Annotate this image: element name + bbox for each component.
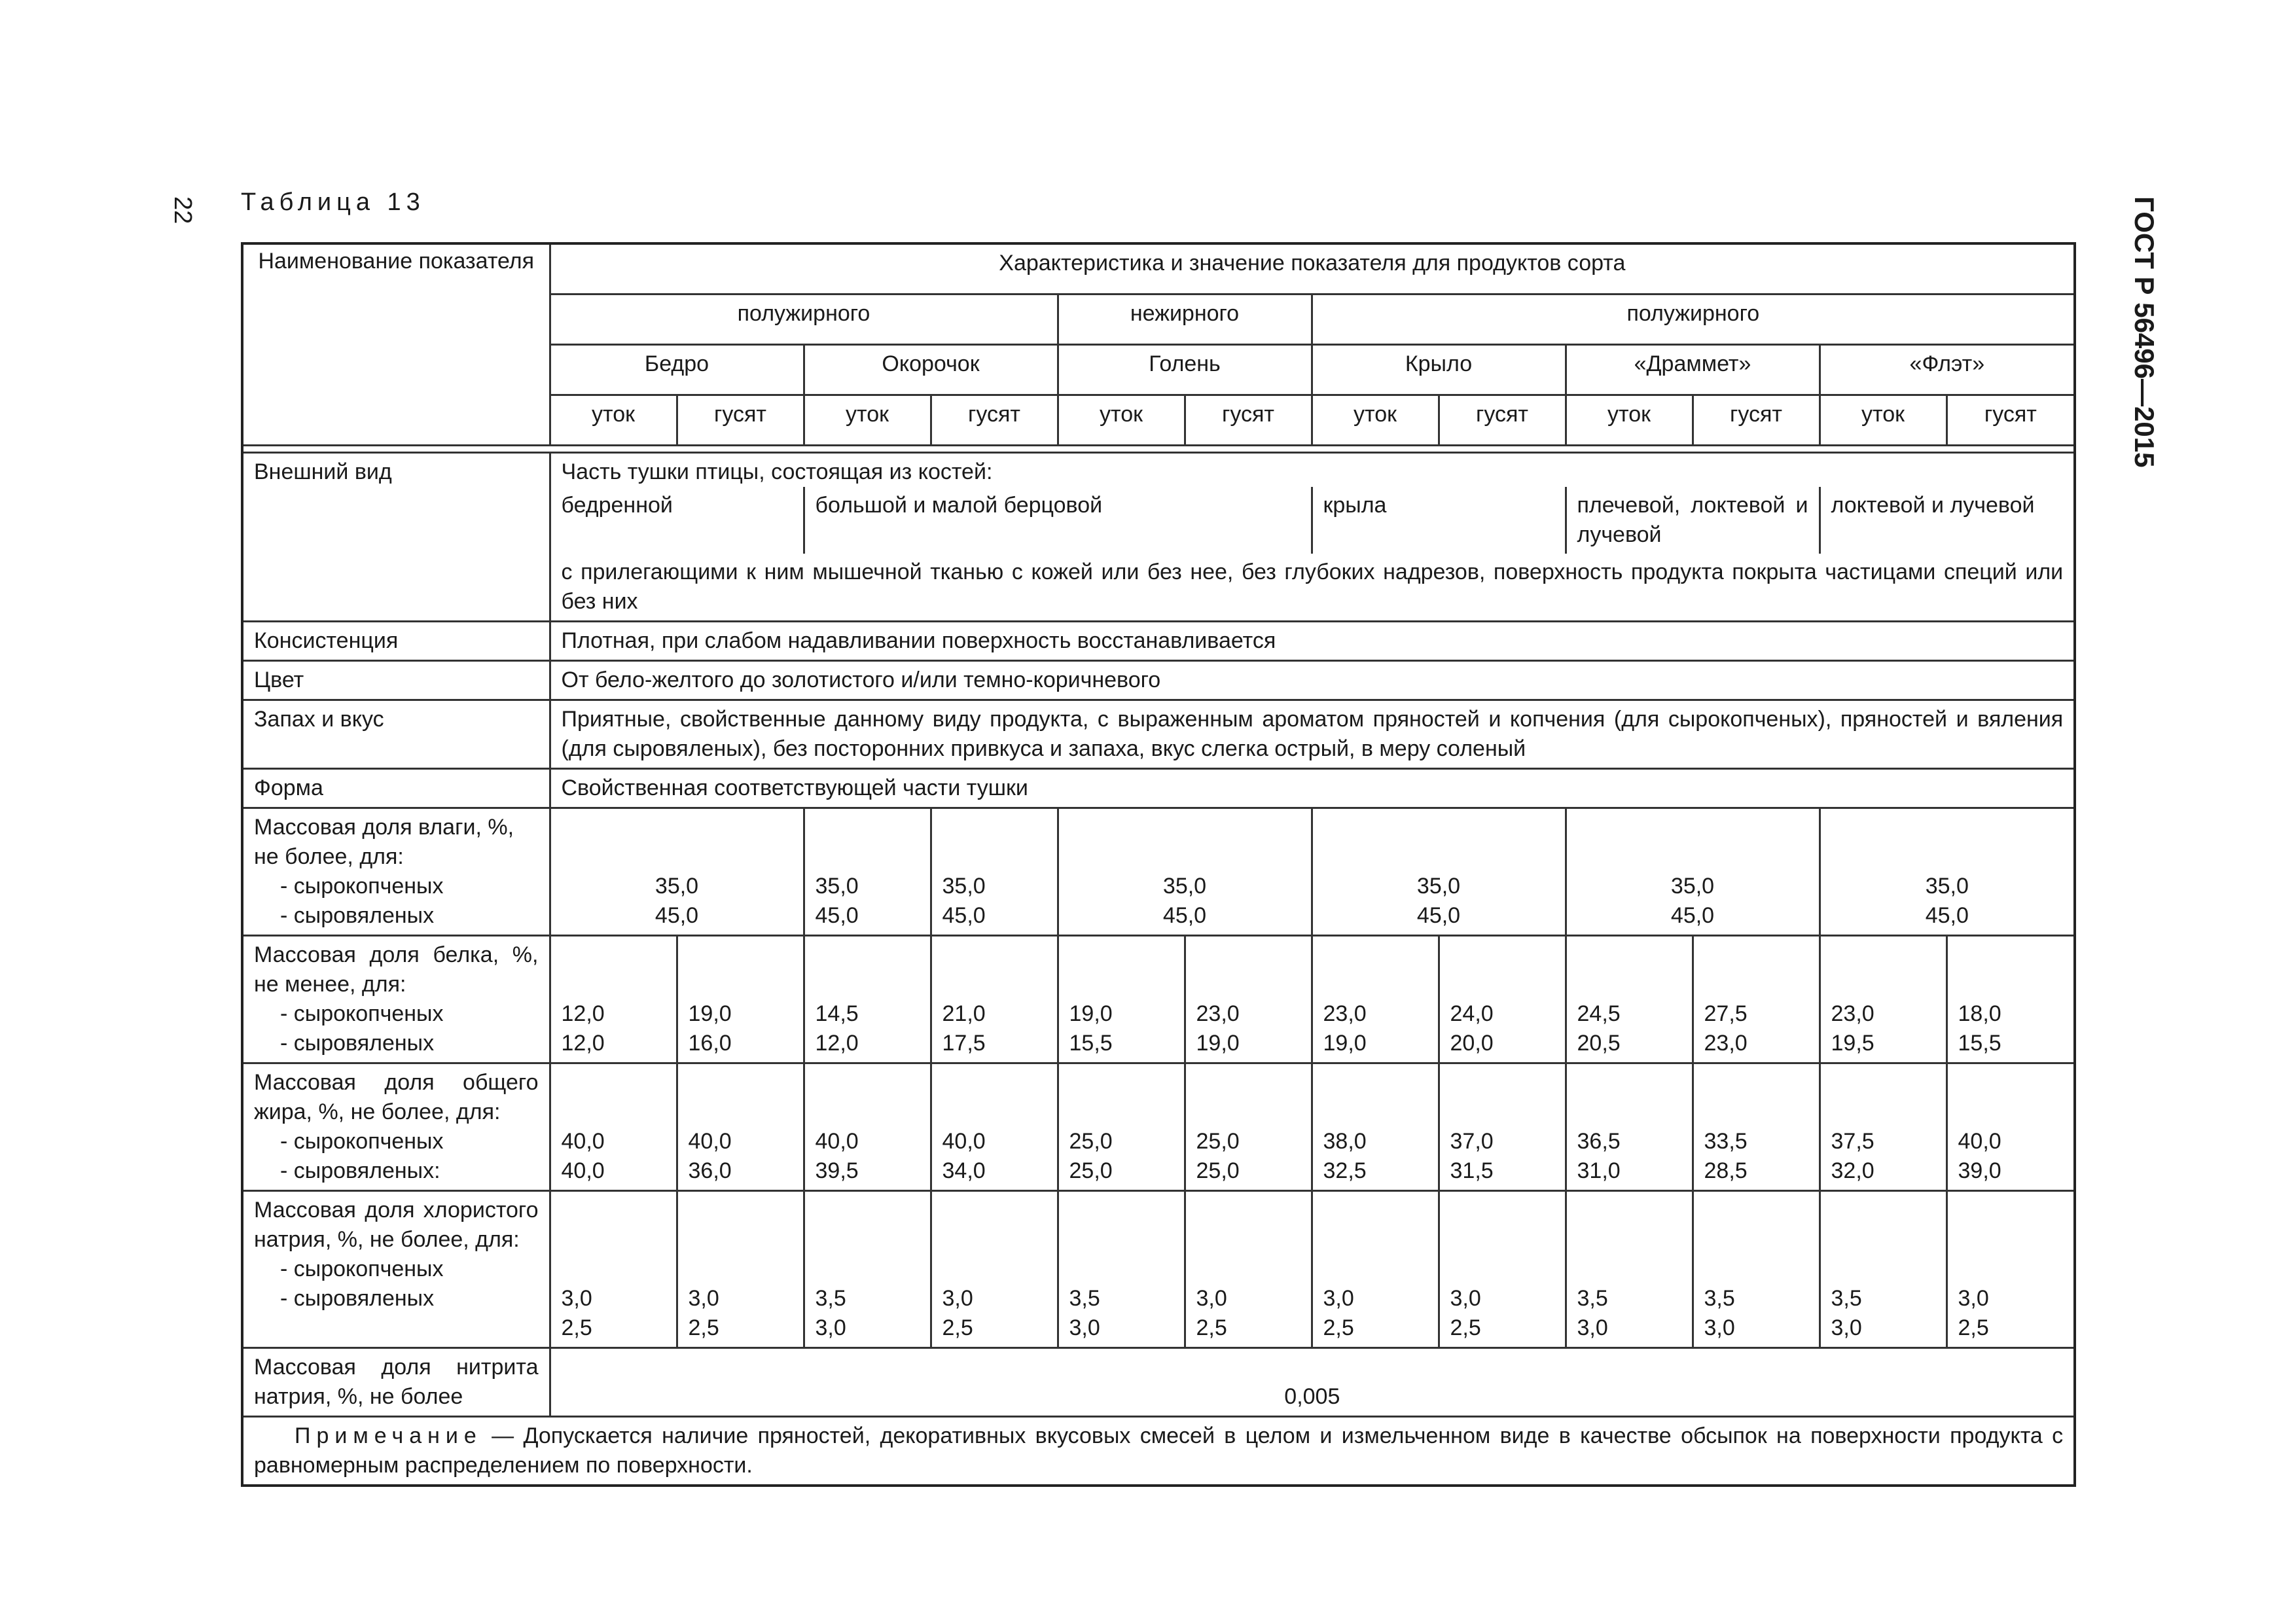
salt-cell: 3,5 3,0: [1693, 1191, 1820, 1348]
salt-cell: 3,5 3,0: [1058, 1191, 1185, 1348]
note-text: — Допускается наличие пряностей, декоративных вкусовых смесей в целом и измельченном виде в качестве обсыпок на поверхности продукта с равномерным распределением по поверхности.: [254, 1423, 2064, 1478]
row-name-smell: Запах и вкус: [242, 700, 550, 769]
header-product: Окорочок: [804, 345, 1058, 395]
page-number: 22: [169, 196, 196, 224]
protein-cell: 27,5 23,0: [1693, 936, 1820, 1063]
smell-value: Приятные, свойственные данному виду продукта, с выраженным ароматом пряностей и копчения (для сырокопченых), пряностей и вяления (для сыровяленых), без посторонних привкуса и запаха, вкус слегка острый, в меру соленый: [550, 700, 2075, 769]
moisture-cell: 35,0 45,0: [1058, 808, 1312, 936]
fat-cell: 37,0 31,5: [1439, 1063, 1566, 1191]
header-product: «Драммет»: [1566, 345, 1820, 395]
appearance-bone: большой и малой берцовой: [804, 487, 1312, 554]
appearance-intro: Часть тушки птицы, состоящая из костей:: [550, 453, 2075, 488]
row-name-fat: [242, 1063, 550, 1191]
salt-cell: 3,5 3,0: [804, 1191, 931, 1348]
moisture-cell: 35,0 45,0: [931, 808, 1058, 936]
fat-cell: 40,0 39,5: [804, 1063, 931, 1191]
table-note: [242, 1417, 2075, 1486]
fat-cell: 37,5 32,0: [1820, 1063, 1946, 1191]
header-sub-goose: гусят: [1439, 395, 1566, 446]
fat-sub1: - сырокопченых: [280, 1129, 444, 1154]
header-sub-duck: уток: [550, 395, 677, 446]
header-grade-2: нежирного: [1058, 294, 1312, 345]
protein-cell: 19,0 16,0: [677, 936, 804, 1063]
salt-cell: 3,0 2,5: [1946, 1191, 2075, 1348]
moisture-cell: 35,0 45,0: [1566, 808, 1820, 936]
row-name-consistency: Консистенция: [242, 622, 550, 661]
row-name-form: Форма: [242, 769, 550, 808]
table-caption: Таблица 13: [241, 188, 425, 216]
fat-sub2: - сыровяленых:: [280, 1158, 440, 1183]
table-row: [242, 661, 2075, 700]
protein-cell: 21,0 17,5: [931, 936, 1058, 1063]
fat-cell: 40,0 36,0: [677, 1063, 804, 1191]
table-row: [242, 622, 2075, 661]
row-name-color: Цвет: [242, 661, 550, 700]
protein-cell: 14,5 12,0: [804, 936, 931, 1063]
header-sub-duck: уток: [1566, 395, 1693, 446]
header-characteristic: Характеристика и значение показателя для продуктов сорта: [550, 243, 2075, 294]
row-name-salt: [242, 1191, 550, 1348]
table-row: [242, 700, 2075, 769]
header-grade-1: полужирного: [550, 294, 1058, 345]
row-name-moisture: [242, 808, 550, 936]
moisture-cell: 35,0 45,0: [1312, 808, 1566, 936]
row-name-nitrite: Массовая доля нитрита натрия, %, не более: [242, 1348, 550, 1417]
header-sub-goose: гусят: [1693, 395, 1820, 446]
protein-cell: 19,0 15,5: [1058, 936, 1185, 1063]
header-sub-duck: уток: [804, 395, 931, 446]
header-sub-duck: уток: [1312, 395, 1439, 446]
protein-cell: 23,0 19,0: [1312, 936, 1439, 1063]
header-product: Крыло: [1312, 345, 1566, 395]
fat-title: Массовая доля общего жира, %, не более, для:: [254, 1070, 539, 1124]
appearance-outro: с прилегающими к ним мышечной тканью с кожей или без нее, без глубоких надрезов, поверхность продукта покрыта частицами специй или без них: [550, 554, 2075, 622]
table-row: [242, 1191, 2075, 1348]
protein-cell: 24,5 20,5: [1566, 936, 1693, 1063]
protein-cell: 23,0 19,5: [1820, 936, 1946, 1063]
table-row: [242, 453, 2075, 488]
protein-sub1: - сырокопченых: [280, 1001, 444, 1026]
appearance-bone: локтевой и лучевой: [1820, 487, 2075, 554]
moisture-title: Массовая доля влаги, %, не более, для:: [254, 815, 514, 869]
fat-cell: 40,0 40,0: [550, 1063, 677, 1191]
moisture-cell: 35,0 45,0: [550, 808, 804, 936]
header-product: «Флэт»: [1820, 345, 2075, 395]
protein-title: Массовая доля белка, %, не менее, для:: [254, 942, 539, 997]
header-product: Бедро: [550, 345, 804, 395]
protein-cell: 12,0 12,0: [550, 936, 677, 1063]
data-table: [241, 242, 2076, 1487]
salt-cell: 3,0 2,5: [1439, 1191, 1566, 1348]
fat-cell: 33,5 28,5: [1693, 1063, 1820, 1191]
header-sub-goose: гусят: [931, 395, 1058, 446]
salt-sub2: - сыровяленых: [280, 1286, 435, 1311]
fat-cell: 25,0 25,0: [1185, 1063, 1312, 1191]
table-row: [242, 1348, 2075, 1417]
protein-cell: 23,0 19,0: [1185, 936, 1312, 1063]
table-row: [242, 1417, 2075, 1486]
salt-sub1: - сырокопченых: [280, 1257, 444, 1281]
nitrite-value: 0,005: [550, 1348, 2075, 1417]
header-sub-goose: гусят: [1185, 395, 1312, 446]
fat-cell: 36,5 31,0: [1566, 1063, 1693, 1191]
protein-cell: 18,0 15,5: [1946, 936, 2075, 1063]
fat-cell: 40,0 34,0: [931, 1063, 1058, 1191]
table-row: [242, 808, 2075, 936]
form-value: Свойственная соответствующей части тушки: [550, 769, 2075, 808]
color-value: От бело-желтого до золотистого и/или темно-коричневого: [550, 661, 2075, 700]
document-code: ГОСТ Р 56496—2015: [2129, 196, 2160, 468]
salt-cell: 3,0 2,5: [931, 1191, 1058, 1348]
protein-sub2: - сыровяленых: [280, 1031, 435, 1056]
table-row: [242, 936, 2075, 1063]
moisture-cell: 35,0 45,0: [804, 808, 931, 936]
protein-cell: 24,0 20,0: [1439, 936, 1566, 1063]
salt-cell: 3,0 2,5: [677, 1191, 804, 1348]
appearance-bone: бедренной: [550, 487, 804, 554]
header-name: Наименование показателя: [242, 243, 550, 446]
salt-cell: 3,0 2,5: [550, 1191, 677, 1348]
fat-cell: 25,0 25,0: [1058, 1063, 1185, 1191]
appearance-bone: крыла: [1312, 487, 1566, 554]
salt-cell: 3,5 3,0: [1566, 1191, 1693, 1348]
moisture-cell: 35,0 45,0: [1820, 808, 2075, 936]
salt-cell: 3,0 2,5: [1185, 1191, 1312, 1348]
row-name-protein: [242, 936, 550, 1063]
header-product: Голень: [1058, 345, 1312, 395]
salt-cell: 3,5 3,0: [1820, 1191, 1946, 1348]
header-sub-goose: гусят: [677, 395, 804, 446]
salt-title: Массовая доля хлористого натрия, %, не более, для:: [254, 1198, 539, 1252]
row-name-appearance: Внешний вид: [242, 453, 550, 622]
table-row: [242, 769, 2075, 808]
header-sub-goose: гусят: [1946, 395, 2075, 446]
salt-cell: 3,0 2,5: [1312, 1191, 1439, 1348]
header-sub-duck: уток: [1820, 395, 1946, 446]
fat-cell: 40,0 39,0: [1946, 1063, 2075, 1191]
fat-cell: 38,0 32,5: [1312, 1063, 1439, 1191]
appearance-bone: плечевой, локтевой и лучевой: [1566, 487, 1820, 554]
moisture-sub2: - сыровяленых: [280, 903, 435, 928]
consistency-value: Плотная, при слабом надавливании поверхность восстанавливается: [550, 622, 2075, 661]
header-grade-3: полужирного: [1312, 294, 2075, 345]
header-sub-duck: уток: [1058, 395, 1185, 446]
moisture-sub1: - сырокопченых: [280, 874, 444, 899]
note-label: Примечание: [295, 1423, 482, 1448]
table-row: [242, 1063, 2075, 1191]
